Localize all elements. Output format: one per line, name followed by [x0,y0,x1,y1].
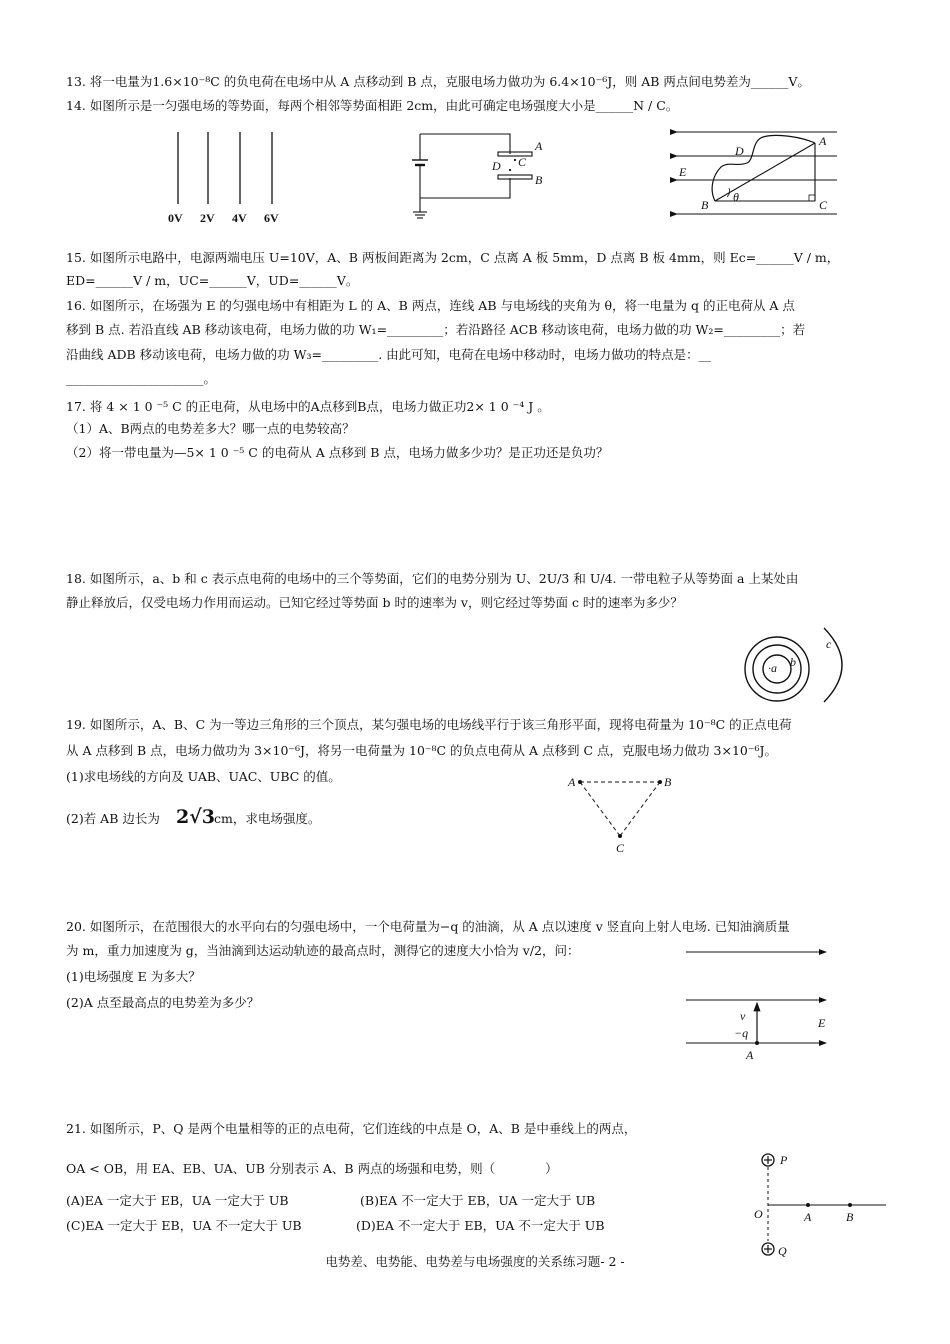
label-a: A [746,1048,754,1062]
label-2v: 2V [200,211,215,225]
label-e: E [818,1016,826,1030]
question-20-line-2: 为 m，重力加速度为 g，当油滴到达运动轨迹的最高点时，测得它的速度大小恰为 v/2，问： [66,943,580,958]
page-footer: 电势差、电势能、电势差与电场强度的关系练习题- 2 - [325,1254,625,1269]
oil-drop-figure [680,943,840,1063]
label-4v: 4V [232,211,247,225]
option-c: (C)EA 一定大于 EB，UA 不一定大于 UB [66,1218,302,1233]
label-d: D [735,144,744,158]
option-d: (D)EA 不一定大于 EB，UA 不一定大于 UB [356,1218,605,1233]
question-21-line-1: 21. 如图所示，P、Q 是两个电量相等的正的点电荷，它们连线的中点是 O，A、B 是中垂线上的两点， [66,1121,637,1136]
label-b: b [790,655,796,669]
question-16-line-1: 16. 如图所示，在场强为 E 的匀强电场中有相距为 L 的 A、B 两点，连线 AB 与电场线的夹角为 θ，将一电量为 q 的正电荷从 A 点 [66,298,795,313]
question-18-line-2: 静止释放后，仅受电场力作用而运动。已知它经过等势面 b 时的速率为 v，则它经过等势面 c 时的速率为多少？ [66,595,683,610]
question-17-line-2: （1）A、B两点的电势差多大？哪一点的电势较高？ [66,421,355,436]
label-c: C [518,155,527,169]
question-16-line-4: ______________________。 [66,371,217,386]
question-15-line-1: 15. 如图所示电路中，电源两端电压 U=10V，A、B 两板间距离为 2cm，C 点离 A 板 5mm，D 点离 B 板 4mm，则 Ec=______V / m， [66,250,840,265]
label-c: C [819,198,828,212]
question-16-line-2: 移到 B 点. 若沿直线 AB 移动该电荷，电场力做的功 W₁=_________；若沿路径 ACB 移动该电荷，电场力做的功 W₂=_________；若 [66,322,806,337]
label-o: O [754,1207,763,1221]
label-a: A [819,134,827,148]
triangle-figure [560,770,690,860]
capacitor-circuit-figure [400,128,560,223]
field-path-figure [665,123,845,223]
label-e: E [679,165,687,179]
label-a: A [804,1210,812,1224]
point-charges-figure [740,1145,890,1265]
label-b: B [846,1210,854,1224]
question-17-line-1: 17. 将 4 × 1 0 ⁻⁵ C 的正电荷，从电场中的A点移到B点，电场力做正功2× 1 0 ⁻⁴ J 。 [66,399,550,414]
equipotential-circles-figure [730,620,860,710]
question-19-line-4b: cm，求电场强度。 [214,811,321,826]
label-neg-q: −q [734,1026,749,1040]
question-21-line-2: OA < OB，用 EA、EB、UA、UB 分别表示 A、B 两点的场强和电势，则（ ） [66,1161,558,1176]
question-15-line-2: ED=______V / m，UC=______V，UD=______V。 [66,273,359,288]
question-19-line-2: 从 A 点移到 B 点，电场力做功为 3×10⁻⁶J，将另一电荷量为 10⁻⁸C 的负点电荷从 A 点移到 C 点，克服电场力做功 3×10⁻⁶J。 [66,743,777,758]
label-a: A [535,139,543,153]
question-20-line-3: (1)电场强度 E 为多大？ [66,969,201,984]
label-c: c [826,637,832,651]
option-a: (A)EA 一定大于 EB，UA 一定大于 UB [66,1193,289,1208]
question-18-line-1: 18. 如图所示，a、b 和 c 表示点电荷的电场中的三个等势面，它们的电势分别为 U、2U/3 和 U/4. 一带电粒子从等势面 a 上某处由 [66,571,799,586]
question-13: 13. 将一电量为1.6×10⁻⁸C 的负电荷在电场中从 A 点移动到 B 点，克服电场力做功为 6.4×10⁻⁶J，则 AB 两点间电势差为______V。 [66,74,810,89]
label-p: P [780,1153,788,1167]
question-20-line-1: 20. 如图所示，在范围很大的水平向右的匀强电场中，一个电荷量为−q 的油滴，从 A 点以速度 v 竖直向上射人电场. 已知油滴质量 [66,919,790,934]
root-expression: 2√3 [176,806,215,828]
question-19-line-3: (1)求电场线的方向及 UAB、UAC、UBC 的值。 [66,769,341,784]
label-0v: 0V [168,211,183,225]
label-q: Q [778,1244,787,1258]
label-b: B [701,198,709,212]
equipotential-figure [160,128,300,228]
question-16-line-3: 沿曲线 ADB 移动该电荷，电场力做的功 W₃=_________. 由此可知，电荷在电场中移动时，电场力做功的特点是：__ [66,347,712,362]
label-d: D [492,159,501,173]
label-b: B [664,775,672,789]
label-c: C [616,841,625,855]
label-theta: θ [733,190,739,204]
option-b: (B)EA 不一定大于 EB，UA 一定大于 UB [360,1193,596,1208]
label-6v: 6V [264,211,279,225]
label-b: B [535,173,543,187]
label-a: ·a [768,661,777,675]
question-20-line-4: (2)A 点至最高点的电势差为多少？ [66,995,260,1010]
label-a: A [568,775,576,789]
question-19-line-4a: (2)若 AB 边长为 [66,811,160,826]
question-17-line-3: （2）将一带电量为—5× 1 0 ⁻⁵ C 的电荷从 A 点移到 B 点，电场力做多少功？是正功还是负功？ [66,445,609,460]
label-v: v [740,1009,746,1023]
question-19-line-1: 19. 如图所示，A、B、C 为一等边三角形的三个顶点，某匀强电场的电场线平行于该三角形平面，现将电荷量为 10⁻⁸C 的正点电荷 [66,717,792,732]
question-14: 14. 如图所示是一匀强电场的等势面，每两个相邻等势面相距 2cm，由此可确定电场强度大小是______N / C。 [66,98,679,113]
